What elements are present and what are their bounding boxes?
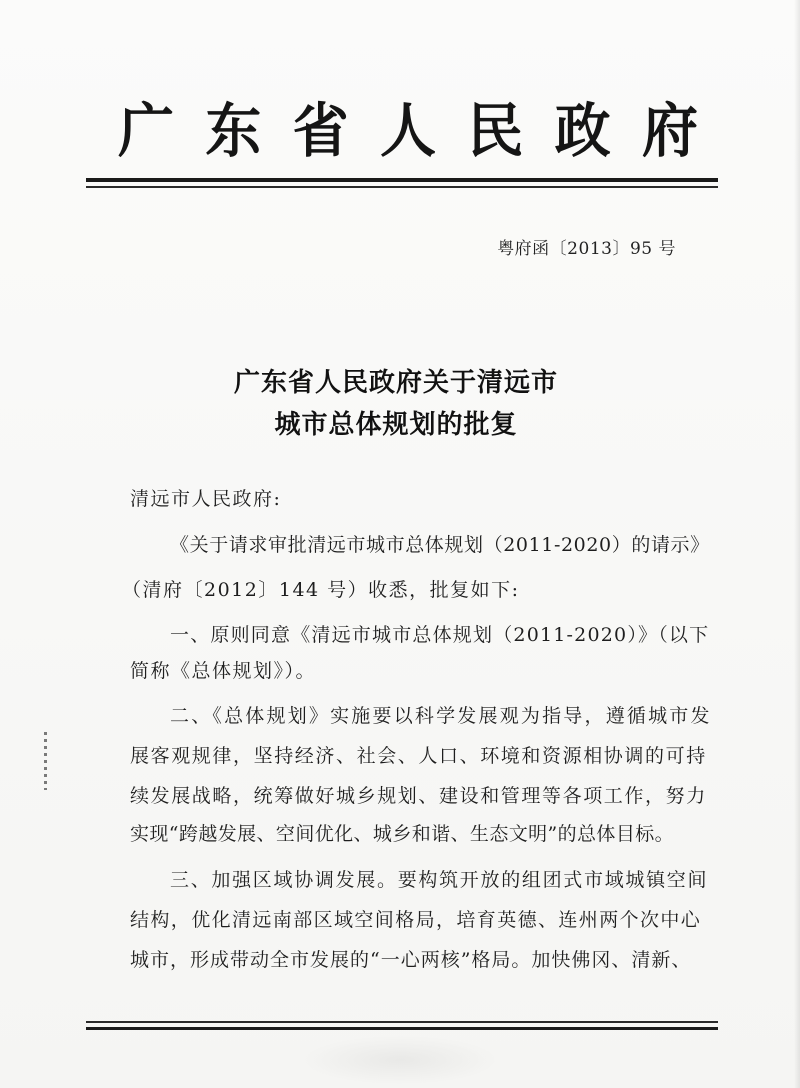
header-char: 广 xyxy=(118,96,174,166)
header-char: 东 xyxy=(205,96,262,166)
header-char: 府 xyxy=(641,96,698,166)
header-char: 人 xyxy=(379,96,436,166)
body-line: 展客观规律，坚持经济、社会、人口、环境和资源相协调的可持 xyxy=(130,745,707,767)
salutation: 清远市人民政府: xyxy=(130,488,282,510)
body-line: （清府〔2012〕144 号）收悉，批复如下: xyxy=(122,579,520,601)
footer-divider-thin xyxy=(86,1021,718,1023)
scan-smudge xyxy=(300,1035,500,1085)
body-line: 简称《总体规划》）。 xyxy=(130,660,317,682)
body-line: 结构，优化清远南部区域空间格局，培育英德、连州两个次中心 xyxy=(130,909,702,931)
header-divider-thin xyxy=(86,186,718,188)
footer-divider-thick xyxy=(86,1027,718,1030)
page-edge-shadow xyxy=(794,0,800,1088)
header-char: 省 xyxy=(292,96,349,166)
document-number: 粤府函〔2013〕95 号 xyxy=(497,239,676,259)
issuer-header xyxy=(118,96,698,166)
document-title-line-1: 广东省人民政府关于清远市 xyxy=(233,368,558,398)
body-line: 二、《总体规划》实施要以科学发展观为指导，遵循城市发 xyxy=(170,705,712,727)
body-line: 城市，形成带动全市发展的“一心两核”格局。加快佛冈、清新、 xyxy=(130,949,692,971)
document-title-line-2: 城市总体规划的批复 xyxy=(274,410,518,440)
body-line: 续发展战略，统筹做好城乡规划、建设和管理等各项工作，努力 xyxy=(130,785,707,807)
body-line: 一、原则同意《清远市城市总体规划（2011-2020）》（以下 xyxy=(170,624,710,646)
header-char: 政 xyxy=(554,96,611,166)
body-line: 《关于请求审批清远市城市总体规划（2011-2020）的请示》 xyxy=(170,534,710,556)
header-char: 民 xyxy=(467,96,524,166)
binding-hole-mark xyxy=(44,732,47,790)
header-divider-thick xyxy=(86,178,718,182)
body-line: 三、加强区域协调发展。要构筑开放的组团式市域城镇空间 xyxy=(170,869,709,891)
body-line: 实现“跨越发展、空间优化、城乡和谐、生态文明”的总体目标。 xyxy=(130,823,675,845)
